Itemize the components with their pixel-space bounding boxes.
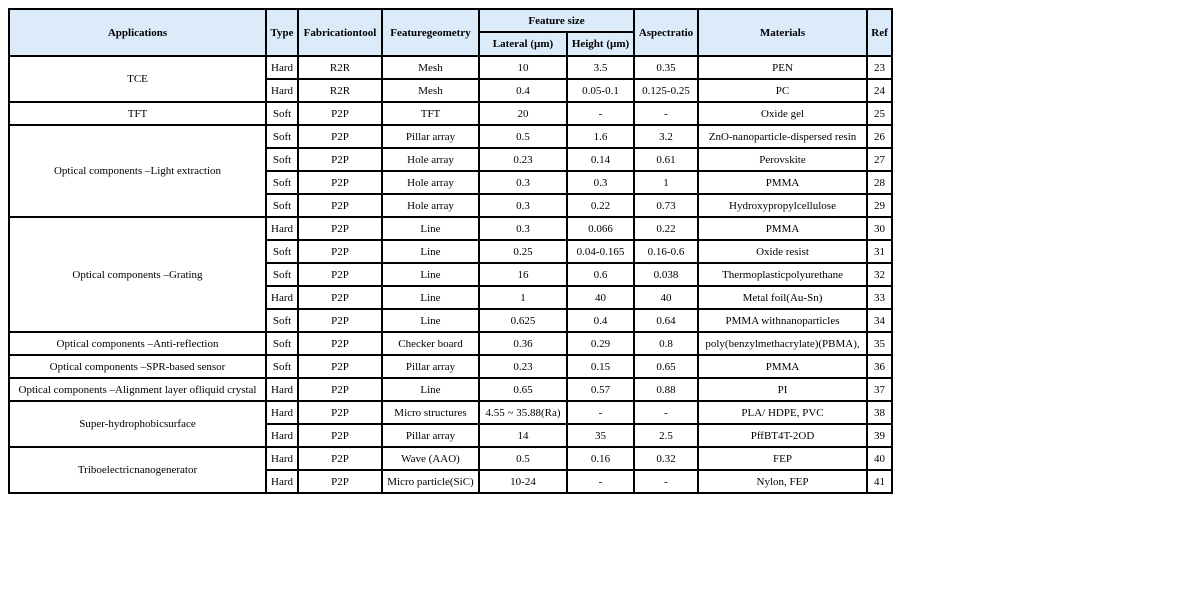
height-size-cell: 0.16 (567, 447, 634, 470)
lateral-size-cell: 1 (479, 286, 567, 309)
material-cell: Thermoplasticpolyurethane (698, 263, 867, 286)
header-feature-geometry: Featuregeometry (382, 9, 479, 56)
height-size-cell: 0.4 (567, 309, 634, 332)
ref-cell: 29 (867, 194, 892, 217)
height-size-cell: 0.29 (567, 332, 634, 355)
feature-geometry-cell: Line (382, 309, 479, 332)
lateral-size-cell: 0.4 (479, 79, 567, 102)
ref-cell: 38 (867, 401, 892, 424)
type-cell: Hard (266, 56, 298, 79)
header-aspect-ratio: Aspectratio (634, 9, 698, 56)
ref-cell: 24 (867, 79, 892, 102)
type-cell: Hard (266, 424, 298, 447)
fabrication-tool-cell: P2P (298, 332, 382, 355)
table-row (9, 401, 892, 424)
height-size-cell: 0.22 (567, 194, 634, 217)
height-size-cell: 0.04-0.165 (567, 240, 634, 263)
material-cell: PI (698, 378, 867, 401)
height-size-cell: 0.3 (567, 171, 634, 194)
feature-geometry-cell: Micro structures (382, 401, 479, 424)
material-cell: Perovskite (698, 148, 867, 171)
aspect-ratio-cell: 0.22 (634, 217, 698, 240)
application-cell: TCE (9, 56, 266, 102)
material-cell: Nylon, FEP (698, 470, 867, 493)
type-cell: Soft (266, 148, 298, 171)
aspect-ratio-cell: 0.8 (634, 332, 698, 355)
application-cell: Super-hydrophobicsurface (9, 401, 266, 447)
lateral-size-cell: 0.3 (479, 171, 567, 194)
application-cell: Optical components –Grating (9, 217, 266, 332)
type-cell: Hard (266, 286, 298, 309)
lateral-size-cell: 0.36 (479, 332, 567, 355)
application-cell: Triboelectricnanogenerator (9, 447, 266, 493)
material-cell: Metal foil(Au-Sn) (698, 286, 867, 309)
aspect-ratio-cell: 3.2 (634, 125, 698, 148)
header-feature-size: Feature size (479, 9, 634, 32)
lateral-size-cell: 0.5 (479, 125, 567, 148)
table-body (9, 56, 892, 493)
material-cell: PMMA (698, 217, 867, 240)
fabrication-tool-cell: P2P (298, 355, 382, 378)
header-height: Height (µm) (567, 32, 634, 56)
table-row (9, 378, 892, 401)
fabrication-tool-cell: P2P (298, 286, 382, 309)
fabrication-tool-cell: P2P (298, 148, 382, 171)
height-size-cell: 3.5 (567, 56, 634, 79)
height-size-cell: 40 (567, 286, 634, 309)
height-size-cell: 0.066 (567, 217, 634, 240)
feature-geometry-cell: Checker board (382, 332, 479, 355)
feature-geometry-cell: Wave (AAO) (382, 447, 479, 470)
lateral-size-cell: 10 (479, 56, 567, 79)
fabrication-tool-cell: P2P (298, 378, 382, 401)
type-cell: Hard (266, 401, 298, 424)
feature-geometry-cell: Hole array (382, 194, 479, 217)
type-cell: Soft (266, 332, 298, 355)
fabrication-tool-cell: P2P (298, 171, 382, 194)
ref-cell: 39 (867, 424, 892, 447)
table-row (9, 217, 892, 240)
ref-cell: 41 (867, 470, 892, 493)
feature-geometry-cell: Hole array (382, 148, 479, 171)
type-cell: Soft (266, 125, 298, 148)
ref-cell: 28 (867, 171, 892, 194)
ref-cell: 36 (867, 355, 892, 378)
aspect-ratio-cell: 2.5 (634, 424, 698, 447)
feature-geometry-cell: Pillar array (382, 125, 479, 148)
material-cell: FEP (698, 447, 867, 470)
aspect-ratio-cell: 0.32 (634, 447, 698, 470)
lateral-size-cell: 16 (479, 263, 567, 286)
type-cell: Soft (266, 263, 298, 286)
ref-cell: 34 (867, 309, 892, 332)
feature-geometry-cell: Line (382, 378, 479, 401)
feature-geometry-cell: Line (382, 263, 479, 286)
feature-geometry-cell: Micro particle(SiC) (382, 470, 479, 493)
fabrication-tool-cell: P2P (298, 401, 382, 424)
ref-cell: 31 (867, 240, 892, 263)
table-row (9, 102, 892, 125)
header-lateral: Lateral (µm) (479, 32, 567, 56)
fabrication-tool-cell: P2P (298, 125, 382, 148)
feature-geometry-cell: Line (382, 286, 479, 309)
material-cell: PffBT4T-2OD (698, 424, 867, 447)
ref-cell: 32 (867, 263, 892, 286)
aspect-ratio-cell: 0.35 (634, 56, 698, 79)
application-cell: Optical components –SPR-based sensor (9, 355, 266, 378)
ref-cell: 33 (867, 286, 892, 309)
header-ref: Ref (867, 9, 892, 56)
feature-geometry-cell: TFT (382, 102, 479, 125)
aspect-ratio-cell: 0.73 (634, 194, 698, 217)
material-cell: PMMA (698, 355, 867, 378)
type-cell: Soft (266, 240, 298, 263)
lateral-size-cell: 0.5 (479, 447, 567, 470)
height-size-cell: 35 (567, 424, 634, 447)
lateral-size-cell: 0.625 (479, 309, 567, 332)
table-row (9, 56, 892, 79)
feature-geometry-cell: Mesh (382, 56, 479, 79)
header-fabrication-tool: Fabricationtool (298, 9, 382, 56)
lateral-size-cell: 0.23 (479, 355, 567, 378)
feature-geometry-cell: Pillar array (382, 424, 479, 447)
ref-cell: 35 (867, 332, 892, 355)
feature-geometry-cell: Hole array (382, 171, 479, 194)
type-cell: Hard (266, 378, 298, 401)
application-cell: TFT (9, 102, 266, 125)
height-size-cell: - (567, 401, 634, 424)
type-cell: Hard (266, 217, 298, 240)
lateral-size-cell: 0.65 (479, 378, 567, 401)
material-cell: PC (698, 79, 867, 102)
height-size-cell: 0.6 (567, 263, 634, 286)
aspect-ratio-cell: 0.038 (634, 263, 698, 286)
material-cell: Oxide resist (698, 240, 867, 263)
type-cell: Soft (266, 309, 298, 332)
fabrication-tool-cell: P2P (298, 102, 382, 125)
height-size-cell: - (567, 470, 634, 493)
aspect-ratio-cell: - (634, 470, 698, 493)
height-size-cell: 0.57 (567, 378, 634, 401)
fabrication-tool-cell: P2P (298, 470, 382, 493)
aspect-ratio-cell: - (634, 401, 698, 424)
table-row (9, 332, 892, 355)
ref-cell: 37 (867, 378, 892, 401)
header-applications: Applications (9, 9, 266, 56)
ref-cell: 26 (867, 125, 892, 148)
header-materials: Materials (698, 9, 867, 56)
lateral-size-cell: 0.3 (479, 217, 567, 240)
header-type: Type (266, 9, 298, 56)
aspect-ratio-cell: 0.61 (634, 148, 698, 171)
fabrication-tool-cell: R2R (298, 79, 382, 102)
table-row (9, 355, 892, 378)
feature-geometry-cell: Mesh (382, 79, 479, 102)
lateral-size-cell: 0.23 (479, 148, 567, 171)
aspect-ratio-cell: 0.65 (634, 355, 698, 378)
material-cell: PLA/ HDPE, PVC (698, 401, 867, 424)
material-cell: poly(benzylmethacrylate)(PBMA), (698, 332, 867, 355)
aspect-ratio-cell: - (634, 102, 698, 125)
lateral-size-cell: 4.55 ~ 35.88(Ra) (479, 401, 567, 424)
ref-cell: 40 (867, 447, 892, 470)
type-cell: Soft (266, 194, 298, 217)
applications-table (8, 8, 893, 494)
material-cell: Hydroxypropylcellulose (698, 194, 867, 217)
aspect-ratio-cell: 1 (634, 171, 698, 194)
application-cell: Optical components –Anti-reflection (9, 332, 266, 355)
fabrication-tool-cell: P2P (298, 309, 382, 332)
fabrication-tool-cell: P2P (298, 447, 382, 470)
ref-cell: 25 (867, 102, 892, 125)
application-cell: Optical components –Alignment layer ofliquid crystal (9, 378, 266, 401)
height-size-cell: 0.15 (567, 355, 634, 378)
ref-cell: 27 (867, 148, 892, 171)
lateral-size-cell: 20 (479, 102, 567, 125)
lateral-size-cell: 0.3 (479, 194, 567, 217)
ref-cell: 30 (867, 217, 892, 240)
table-header (9, 9, 892, 56)
lateral-size-cell: 14 (479, 424, 567, 447)
application-cell: Optical components –Light extraction (9, 125, 266, 217)
height-size-cell: 0.05-0.1 (567, 79, 634, 102)
feature-geometry-cell: Line (382, 217, 479, 240)
aspect-ratio-cell: 0.64 (634, 309, 698, 332)
type-cell: Soft (266, 355, 298, 378)
lateral-size-cell: 10-24 (479, 470, 567, 493)
material-cell: ZnO-nanoparticle-dispersed resin (698, 125, 867, 148)
type-cell: Soft (266, 171, 298, 194)
aspect-ratio-cell: 0.125-0.25 (634, 79, 698, 102)
lateral-size-cell: 0.25 (479, 240, 567, 263)
aspect-ratio-cell: 0.88 (634, 378, 698, 401)
table-row (9, 447, 892, 470)
fabrication-tool-cell: P2P (298, 424, 382, 447)
feature-geometry-cell: Line (382, 240, 479, 263)
ref-cell: 23 (867, 56, 892, 79)
fabrication-tool-cell: P2P (298, 194, 382, 217)
material-cell: Oxide gel (698, 102, 867, 125)
fabrication-tool-cell: P2P (298, 263, 382, 286)
material-cell: PEN (698, 56, 867, 79)
height-size-cell: - (567, 102, 634, 125)
table-row (9, 125, 892, 148)
fabrication-tool-cell: P2P (298, 240, 382, 263)
type-cell: Hard (266, 79, 298, 102)
type-cell: Hard (266, 447, 298, 470)
type-cell: Soft (266, 102, 298, 125)
fabrication-tool-cell: R2R (298, 56, 382, 79)
aspect-ratio-cell: 0.16-0.6 (634, 240, 698, 263)
height-size-cell: 0.14 (567, 148, 634, 171)
feature-geometry-cell: Pillar array (382, 355, 479, 378)
type-cell: Hard (266, 470, 298, 493)
material-cell: PMMA (698, 171, 867, 194)
fabrication-tool-cell: P2P (298, 217, 382, 240)
aspect-ratio-cell: 40 (634, 286, 698, 309)
material-cell: PMMA withnanoparticles (698, 309, 867, 332)
height-size-cell: 1.6 (567, 125, 634, 148)
